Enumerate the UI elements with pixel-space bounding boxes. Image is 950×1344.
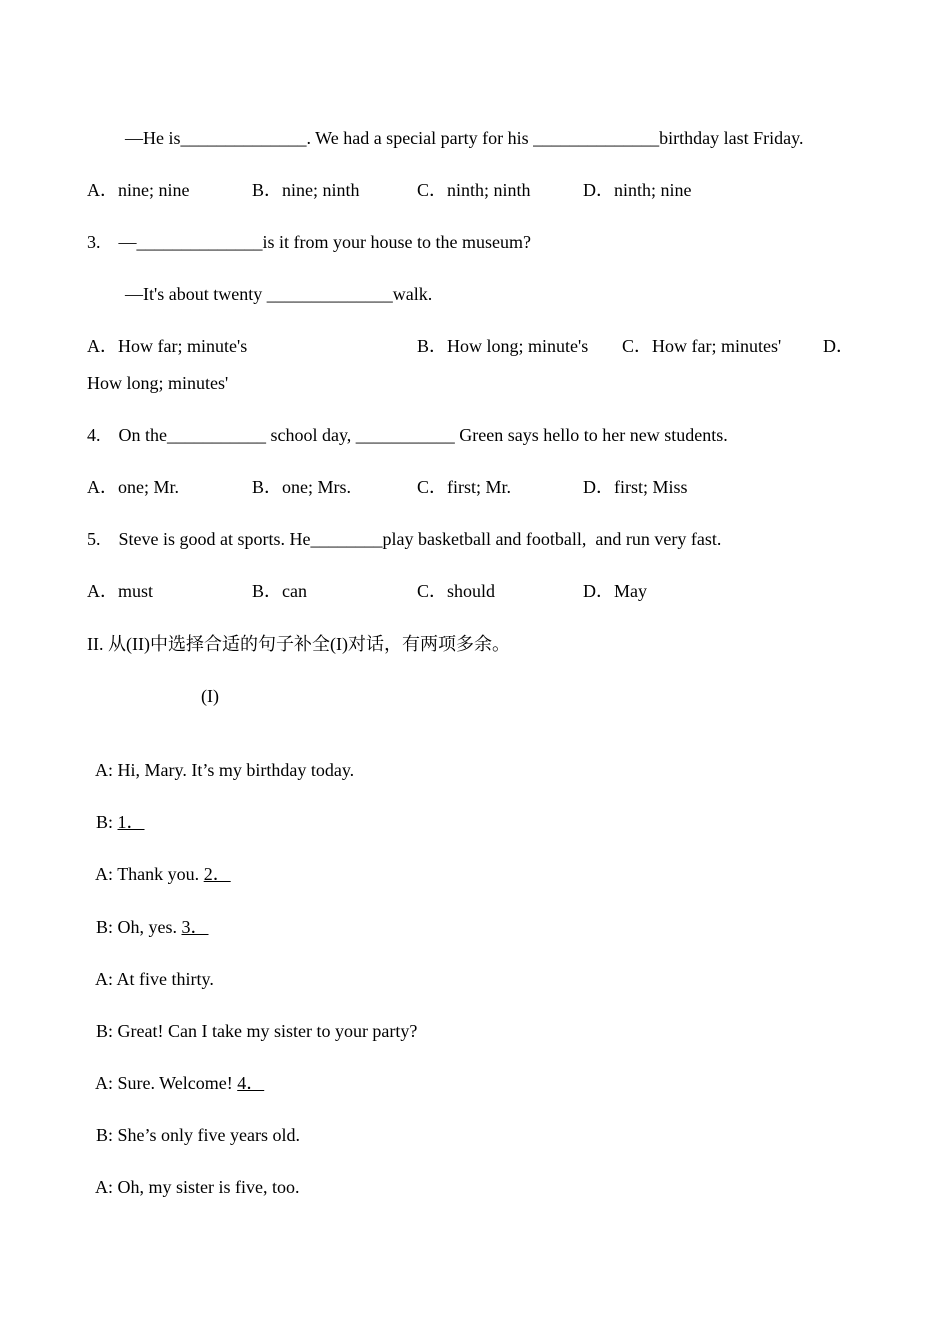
- q4-option-a: A．one; Mr.: [87, 477, 179, 497]
- dialogue-line: B: 1．: [96, 812, 145, 832]
- q5-option-a: A．must: [87, 581, 154, 601]
- q2-option-a: A．nine; nine: [87, 180, 190, 200]
- q2-option-d: D．ninth; nine: [583, 180, 692, 200]
- q2-option-b: B．nine; ninth: [252, 180, 360, 200]
- q3-option-d-text: How long; minutes': [87, 373, 229, 393]
- dialogue-line: A: Sure. Welcome! 4．: [95, 1073, 265, 1093]
- answer-blank[interactable]: 3．: [181, 917, 209, 937]
- dialogue-line: B: Great! Can I take my sister to your party?: [96, 1021, 418, 1041]
- q4-option-b: B．one; Mrs.: [252, 477, 351, 497]
- dialogue-line: A: Oh, my sister is five, too.: [95, 1177, 300, 1197]
- dialogue-line: A: At five thirty.: [95, 969, 214, 989]
- q2-option-c: C．ninth; ninth: [417, 180, 531, 200]
- q3-option-c: C．How far; minutes': [622, 336, 782, 356]
- answer-blank[interactable]: 2．: [203, 864, 231, 884]
- q3-question: 3. —______________is it from your house to the museum?: [87, 232, 531, 252]
- q4-question: 4. On the___________ school day, ___________ Green says hello to her new students.: [87, 425, 728, 445]
- q4-option-d: D．first; Miss: [583, 477, 688, 497]
- part-label: (I): [201, 686, 219, 706]
- q5-option-d: D．May: [583, 581, 647, 601]
- dialogue-line: A: Hi, Mary. It’s my birthday today.: [95, 760, 355, 780]
- section-heading: II. 从(II)中选择合适的句子补全(I)对话，有两项多余。: [87, 634, 510, 654]
- q2-answer-line: —He is______________. We had a special party for his ______________birthday last Friday.: [125, 128, 804, 148]
- dialogue-line: B: Oh, yes. 3．: [96, 917, 209, 937]
- answer-blank[interactable]: 4．: [237, 1073, 265, 1093]
- q3-option-d: D．: [823, 336, 854, 356]
- dialogue-line: B: She’s only five years old.: [96, 1125, 300, 1145]
- answer-blank[interactable]: 1．: [117, 812, 145, 832]
- q4-option-c: C．first; Mr.: [417, 477, 512, 497]
- q5-option-b: B．can: [252, 581, 307, 601]
- q3-answer-line: —It's about twenty ______________walk.: [125, 284, 433, 304]
- q5-option-c: C．should: [417, 581, 496, 601]
- dialogue-line: A: Thank you. 2．: [95, 864, 231, 884]
- q3-option-b: B．How long; minute's: [417, 336, 589, 356]
- q5-question: 5. Steve is good at sports. He________play basketball and football, and run very fast.: [87, 529, 722, 549]
- q3-option-a: A．How far; minute's: [87, 336, 248, 356]
